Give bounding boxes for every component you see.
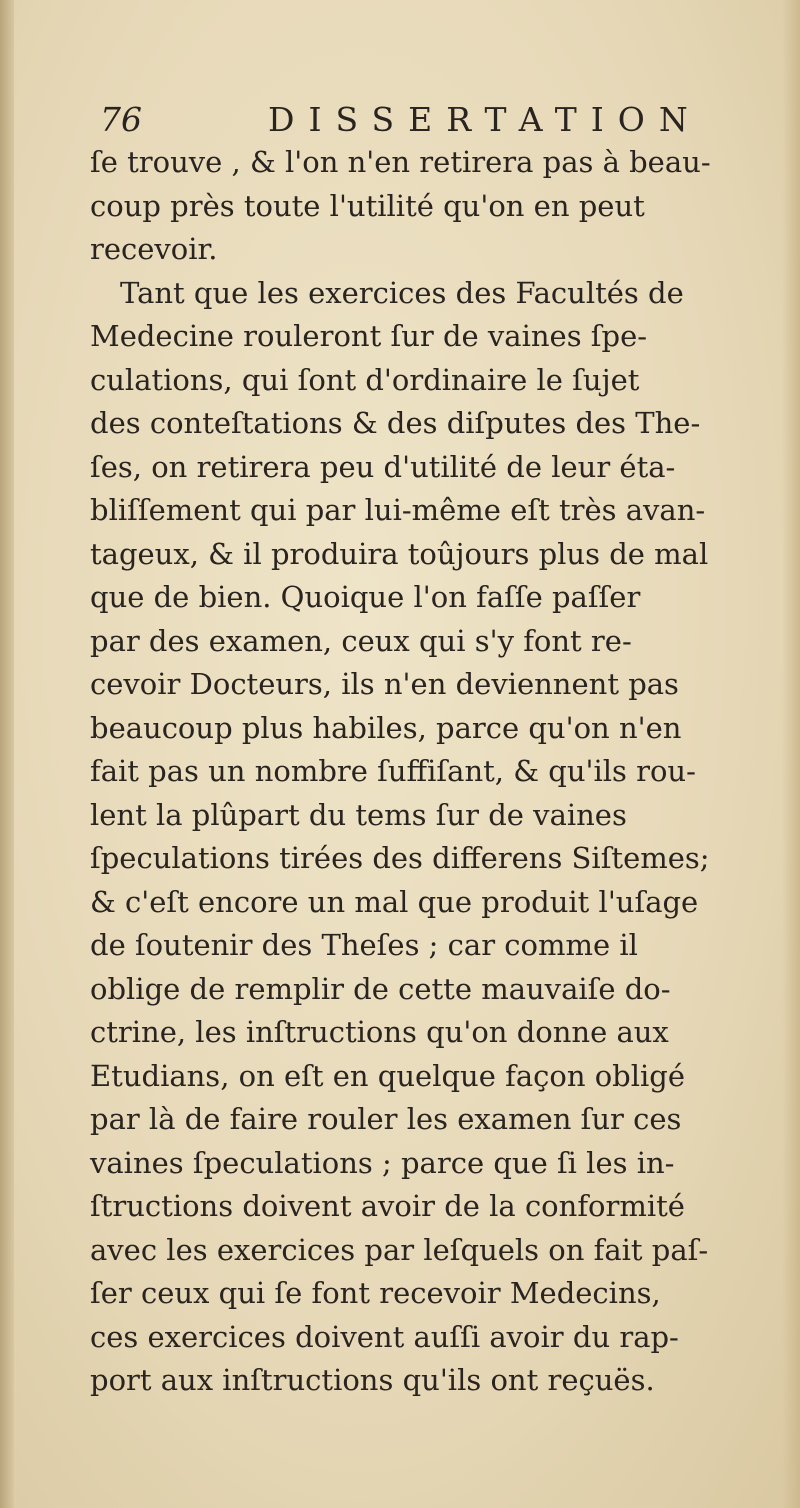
text-line: Medecine rouleront ſur de vaines ſpe- [90, 319, 648, 353]
text-line: bliſſement qui par lui-même eſt très avan- [90, 493, 706, 527]
text-line: ſtructions doivent avoir de la conformité [90, 1189, 685, 1223]
text-line: beaucoup plus habiles, parce qu'on n'en [90, 710, 682, 745]
page-gutter [0, 0, 14, 1508]
text-line: ces exercices doivent auſſi avoir du rap- [90, 1319, 679, 1354]
text-line: avec les exercices par leſquels on fait paſ- [90, 1232, 709, 1267]
text-line: oblige de remplir de cette mauvaiſe do- [90, 971, 671, 1006]
text-line: ſpeculations tirées des differens Siſtemes; [90, 841, 710, 875]
text-line: culations, qui ſont d'ordinaire le ſujet [90, 362, 640, 397]
text-line: port aux inſtructions qu'ils ont reçuës. [90, 1363, 655, 1397]
text-line: tageux, & il produira toûjours plus de mal [90, 536, 709, 571]
page-number: 76 [100, 100, 142, 139]
text-line: que de bien. Quoique l'on faſſe paſſer [90, 580, 641, 614]
text-line: vaines ſpeculations ; parce que ſi les in- [90, 1145, 675, 1180]
text-line: Etudians, on eſt en quelque façon obligé [90, 1058, 686, 1093]
text-line: ſe trouve , & l'on n'en retirera pas à beau- [90, 145, 711, 179]
running-head: DISSERTATION [268, 100, 702, 139]
page-edge [782, 0, 800, 1508]
text-line: recevoir. [90, 232, 218, 266]
text-line: ſer ceux qui ſe font recevoir Medecins, [90, 1276, 661, 1310]
text-line: lent la plûpart du tems ſur de vaines [90, 797, 627, 832]
page-header [100, 98, 702, 142]
text-line: cevoir Docteurs, ils n'en deviennent pas [90, 667, 679, 701]
text-line: coup près toute l'utilité qu'on en peut [90, 188, 645, 223]
text-line: ctrine, les inſtructions qu'on donne aux [90, 1015, 669, 1049]
text-line: par là de faire rouler les examen ſur ces [90, 1102, 682, 1136]
text-line: & c'eſt encore un mal que produit l'uſage [90, 884, 699, 919]
text-line: ſes, on retirera peu d'utilité de leur éta- [90, 449, 676, 484]
body-text [90, 141, 780, 1403]
text-line: de ſoutenir des Theſes ; car comme il [90, 928, 638, 962]
text-line: des conteſtations & des diſputes des The- [90, 406, 701, 440]
text-line: par des examen, ceux qui s'y font re- [90, 623, 632, 658]
text-line: Tant que les exercices des Facultés de [120, 275, 684, 310]
text-line: fait pas un nombre ſuffiſant, & qu'ils rou- [90, 754, 696, 788]
